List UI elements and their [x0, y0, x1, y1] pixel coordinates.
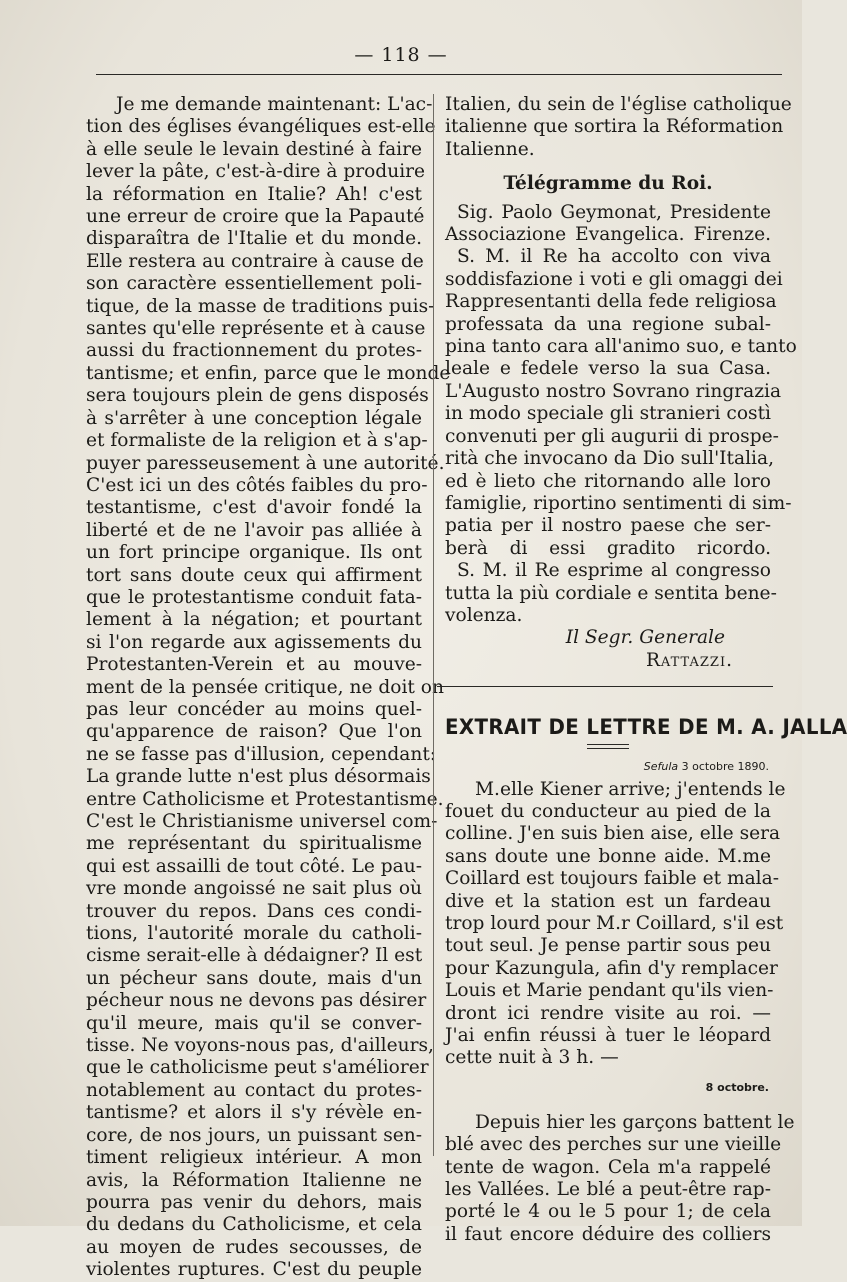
text-line: M.elle Kiener arrive; j'entends le — [475, 778, 786, 800]
letter-paragraph-1 — [445, 778, 786, 1070]
text-line: si l'on regarde aux agissements du — [86, 631, 422, 653]
intro-paragraph — [445, 94, 792, 161]
text-line: sera toujours plein de gens disposés — [86, 385, 429, 407]
text-line: entre Catholicisme et Protestantisme. — [86, 788, 444, 810]
text-line: cisme serait-elle à dédaigner? Il est — [86, 945, 423, 967]
text-line: ne se fasse pas d'illusion, cependant: — [86, 743, 437, 765]
text-line: C'est ici un des côtés faibles du pro- — [86, 474, 428, 496]
text-line: C'est le Christianisme universel com- — [86, 811, 438, 832]
text-line: Elle restera au contraire à cause de — [86, 250, 424, 272]
text-line: soddisfazione i voti e gli omaggi dei — [445, 268, 783, 290]
text-line: vre monde angoissé ne sait plus où — [86, 878, 422, 900]
text-line: tente de wagon. Cela m'a rappelé — [445, 1156, 771, 1178]
text-line: Rappresentanti della fede religiosa — [445, 291, 777, 313]
text-line: une erreur de croire que la Papauté — [86, 206, 425, 228]
text-line: convenuti per gli augurii di prospe- — [445, 425, 779, 447]
text-line: trouver du repos. Dans ces condi- — [86, 900, 422, 922]
text-line: cette nuit à 3 h. — — [445, 1047, 619, 1069]
text-line: tantisme? et alors il s'y révèle en- — [86, 1102, 422, 1124]
text-line: à elle seule le levain destiné à faire — [86, 138, 422, 160]
text-line: un fort principe organique. Ils ont — [86, 542, 422, 564]
letter-dateline — [445, 759, 771, 775]
text-line: berà di essi gradito ricordo. — [445, 537, 771, 559]
text-line: que le protestantisme conduit fata- — [86, 586, 422, 608]
text-line: Coillard est toujours faible et mala- — [445, 868, 779, 890]
text-line: disparaîtra de l'Italie et du monde. — [86, 228, 422, 250]
text-line: qu'apparence de raison? Que l'on — [86, 721, 422, 743]
text-line: puyer paresseusement à une autorité. — [86, 452, 445, 474]
text-line: volenza. — [445, 604, 523, 626]
text-line: timent religieux intérieur. A mon — [86, 1147, 422, 1169]
text-line: ed è lieto che ritornando alle loro — [445, 470, 771, 492]
text-line: santes qu'elle représente et à cause — [86, 318, 426, 340]
text-line: qu'il meure, mais qu'il se conver- — [86, 1012, 422, 1034]
text-line: trop lourd pour M.r Coillard, s'il est — [445, 913, 784, 934]
text-line: Sig. Paolo Geymonat, Presidente — [457, 201, 771, 223]
text-line: Associazione Evangelica. Firenze. — [445, 224, 771, 246]
text-line: professata da una regione subal- — [445, 313, 771, 335]
text-line: au moyen de rudes secousses, de — [86, 1236, 422, 1258]
dateline-place: Sefula — [643, 759, 679, 773]
text-line: italienne que sortira la Réformation — [445, 116, 784, 138]
text-line: violentes ruptures. C'est du peuple — [86, 1259, 422, 1281]
text-line: testantisme, c'est d'avoir fondé la — [86, 497, 422, 519]
text-line: Protestanten-Verein et au mouve- — [86, 654, 422, 676]
column-divider — [433, 94, 434, 1156]
text-line: aussi du fractionnement du protes- — [86, 340, 422, 362]
text-line: colline. J'en suis bien aise, elle sera — [445, 823, 781, 845]
text-line: qui est assailli de tout côté. Le pau- — [86, 855, 422, 877]
text-line: ment de la pensée critique, ne doit on — [86, 676, 444, 698]
text-line: S. M. il Re ha accolto con viva — [457, 246, 771, 268]
text-line: il faut encore déduire des colliers — [445, 1223, 771, 1245]
text-line: Louis et Marie pendant qu'ils vien- — [445, 980, 774, 1002]
telegram-signature-title: Il Segr. Generale — [565, 627, 725, 649]
text-line: tique, de la masse de traditions puis- — [86, 295, 435, 317]
text-line: J'ai enfin réussi à tuer le léopard — [445, 1025, 771, 1047]
text-line: tort sans doute ceux qui affirment — [86, 564, 422, 586]
text-line: pina tanto cara all'animo suo, e tanto — [445, 336, 797, 358]
text-line: que le catholicisme peut s'améliorer — [86, 1057, 429, 1079]
text-line: tion des églises évangéliques est-elle — [86, 116, 436, 138]
header-rule — [96, 74, 782, 75]
text-line: famiglie, riportino sentimenti di sim- — [445, 492, 792, 514]
text-line: rità che invocano da Dio sull'Italia, — [445, 448, 774, 470]
text-line: son caractère essentiellement poli- — [86, 273, 422, 295]
text-line: un pécheur sans doute, mais d'un — [86, 967, 422, 989]
text-line: me représentant du spiritualisme — [86, 833, 422, 855]
text-line: sans doute une bonne aide. M.me — [445, 845, 771, 867]
telegram-signature-name: Rattazzi. — [645, 649, 733, 671]
right-column — [445, 94, 847, 1246]
text-line: lever la pâte, c'est-à-dire à produire — [86, 161, 426, 183]
dateline-date: 3 octobre 1890. — [681, 759, 769, 773]
text-line: la réformation en Italie? Ah! c'est — [86, 183, 422, 205]
title-double-rule — [587, 744, 629, 749]
page-number: — 118 — — [354, 44, 448, 66]
text-line: La grande lutte n'est plus désormais — [86, 766, 431, 788]
text-line: S. M. il Re esprime al congresso — [457, 560, 771, 582]
text-line: tantisme; et enfin, parce que le monde — [86, 362, 451, 384]
letter-paragraph-2 — [445, 1111, 795, 1246]
text-line: pas leur concéder au moins quel- — [86, 698, 422, 720]
text-line: dront ici rendre visite au roi. — — [445, 1002, 771, 1024]
telegram-body — [445, 201, 797, 628]
text-line: pour Kazungula, afin d'y remplacer — [445, 957, 778, 979]
text-line: blé avec des perches sur une vieille — [445, 1134, 782, 1156]
text-line: Italien, du sein de l'église catholique — [445, 94, 792, 115]
text-line: les Vallées. Le blé a peut-être rap- — [445, 1179, 771, 1201]
text-line: core, de nos jours, un puissant sen- — [86, 1124, 422, 1146]
text-line: tisse. Ne voyons-nous pas, d'ailleurs, — [86, 1035, 434, 1057]
text-line: lement à la négation; et pourtant — [86, 609, 422, 631]
text-line: et formaliste de la religion et à s'ap- — [86, 430, 428, 452]
text-line: porté le 4 ou le 5 pour 1; de cela — [445, 1201, 771, 1223]
text-line: fouet du conducteur au pied de la — [445, 800, 771, 822]
letter-dateline-2: 8 octobre. — [705, 1080, 769, 1094]
text-line: tout seul. Je pense partir sous peu — [445, 935, 771, 957]
text-line: avis, la Réformation Italienne ne — [86, 1169, 422, 1191]
text-line: notablement au contact du protes- — [86, 1079, 422, 1101]
text-line: à s'arrêter à une conception légale — [86, 407, 422, 429]
left-column — [86, 94, 451, 1282]
text-line: L'Augusto nostro Sovrano ringrazia — [445, 380, 782, 402]
text-line: tutta la più cordiale e sentita bene- — [445, 582, 777, 604]
text-line: patia per il nostro paese che ser- — [445, 515, 771, 537]
text-line: pourra pas venir du dehors, mais — [86, 1191, 422, 1213]
text-line: liberté et de ne l'avoir pas alliée à — [86, 519, 422, 541]
text-line: dive et la station est un fardeau — [445, 890, 771, 912]
text-line: Je me demande maintenant: L'ac- — [116, 94, 433, 115]
text-line: pécheur nous ne devons pas désirer — [86, 990, 427, 1012]
section-rule — [437, 686, 773, 687]
text-line: in modo speciale gli stranieri costì — [445, 403, 771, 425]
letter-title: EXTRAIT DE LETTRE DE M. A. JALLA — [445, 715, 847, 741]
text-line: du dedans du Catholicisme, et cela — [86, 1214, 422, 1236]
text-line: Italienne. — [445, 138, 535, 160]
text-line: leale e fedele verso la sua Casa. — [445, 358, 771, 380]
text-line: Depuis hier les garçons battent le — [475, 1111, 795, 1133]
text-line: tions, l'autorité morale du catholi- — [86, 923, 422, 945]
telegram-title: Télégramme du Roi. — [503, 173, 713, 195]
